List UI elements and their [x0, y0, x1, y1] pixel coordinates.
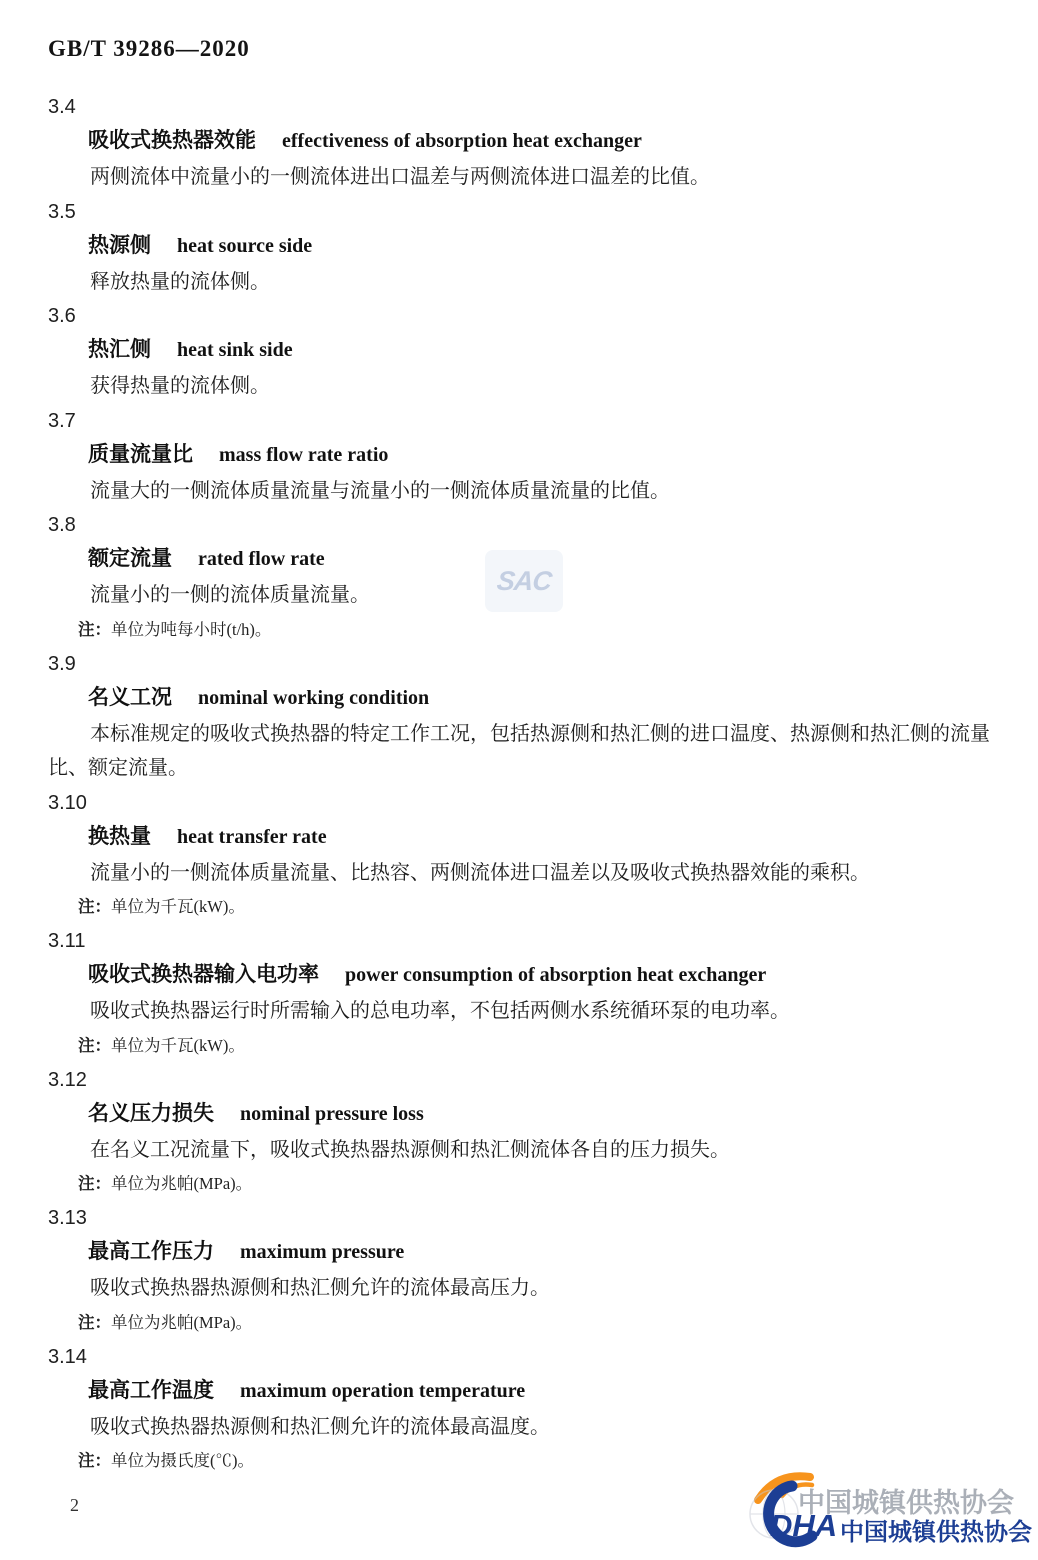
section-number: 3.5	[48, 200, 76, 223]
term-section	[0, 1201, 1038, 1340]
term-section	[0, 647, 1038, 786]
term-line	[88, 681, 1038, 717]
term-line	[88, 124, 1038, 160]
note-text: 单位为吨每小时(t/h)。	[111, 619, 272, 639]
section-number: 3.4	[48, 96, 76, 118]
term-chinese: 热源侧	[88, 233, 151, 257]
section-number: 3.14	[48, 1345, 87, 1368]
term-line	[88, 542, 1038, 578]
term-section	[0, 1063, 1038, 1202]
term-definition: 本标准规定的吸收式换热器的特定工作工况，包括热源侧和热汇侧的进口温度、热源侧和热汇侧的流量比、额定流量。	[48, 722, 990, 779]
note-label: 注：	[78, 898, 111, 916]
term-chinese: 名义工况	[88, 685, 172, 709]
term-section	[0, 508, 1038, 647]
term-english: heat source side	[177, 234, 313, 257]
section-number: 3.10	[48, 791, 87, 814]
term-section	[0, 404, 1038, 509]
term-english: rated flow rate	[198, 548, 325, 570]
term-chinese: 额定流量	[88, 547, 172, 570]
term-english: heat sink side	[177, 339, 293, 361]
term-definition: 吸收式换热器热源侧和热汇侧允许的流体最高压力。	[90, 1277, 550, 1299]
page-number: 2	[70, 1495, 79, 1515]
term-definition: 获得热量的流体侧。	[90, 375, 270, 397]
note-label: 注：	[78, 1175, 111, 1193]
note-text: 单位为千瓦(kW)。	[111, 897, 245, 916]
term-chinese: 换热量	[88, 824, 151, 848]
term-note	[78, 1029, 1038, 1063]
terms-list	[0, 90, 1038, 1478]
term-section	[0, 299, 1038, 404]
term-chinese: 质量流量比	[88, 442, 193, 466]
term-english: nominal working condition	[198, 686, 430, 709]
term-line	[88, 1374, 1038, 1410]
note-text: 单位为兆帕(MPa)。	[111, 1312, 253, 1332]
section-number: 3.12	[48, 1068, 87, 1091]
term-chinese: 名义压力损失	[88, 1101, 214, 1125]
term-definition: 在名义工况流量下，吸收式换热器热源侧和热汇侧流体各自的压力损失。	[90, 1138, 730, 1161]
term-section	[0, 924, 1038, 1063]
logo-text-ghost: 中国城镇供热协会	[798, 1488, 1014, 1518]
sac-watermark-text: SAC	[495, 565, 553, 596]
term-note	[78, 613, 1038, 647]
term-english: effectiveness of absorption heat exchanger	[282, 130, 642, 152]
term-definition: 吸收式换热器运行时所需输入的总电功率，不包括两侧水系统循环泵的电功率。	[90, 1000, 790, 1022]
term-definition: 两侧流体中流量小的一侧流体进出口温差与两侧流体进口温差的比值。	[90, 166, 710, 188]
logo-text: 中国城镇供热协会	[840, 1519, 1032, 1546]
term-chinese: 最高工作压力	[88, 1240, 214, 1263]
term-definition: 释放热量的流体侧。	[90, 270, 270, 293]
term-note	[78, 1306, 1038, 1340]
term-chinese: 吸收式换热器效能	[88, 129, 256, 152]
term-english: power consumption of absorption heat exchanger	[345, 964, 767, 986]
term-chinese: 最高工作温度	[88, 1378, 214, 1402]
term-english: heat transfer rate	[177, 825, 327, 848]
term-definition: 流量大的一侧流体质量流量与流量小的一侧流体质量流量的比值。	[90, 479, 670, 502]
section-number: 3.8	[48, 514, 76, 536]
note-text: 单位为摄氏度(℃)。	[111, 1451, 254, 1470]
logo-acronym: DHA	[770, 1508, 838, 1543]
term-section	[0, 1340, 1038, 1479]
term-section	[0, 786, 1038, 925]
section-number: 3.9	[48, 652, 76, 675]
term-definition: 流量小的一侧的流体质量流量。	[90, 584, 370, 606]
association-logo-graphic	[736, 1470, 1036, 1554]
term-line	[88, 820, 1038, 856]
section-number: 3.11	[48, 930, 86, 952]
note-label: 注：	[78, 1452, 111, 1470]
term-english: maximum pressure	[240, 1241, 405, 1263]
term-line	[88, 958, 1038, 994]
note-label: 注：	[78, 1036, 111, 1055]
term-chinese: 吸收式换热器输入电功率	[88, 963, 319, 986]
term-section	[0, 90, 1038, 195]
section-number: 3.6	[48, 305, 76, 327]
term-line	[88, 438, 1038, 474]
term-line	[88, 1235, 1038, 1271]
term-line	[88, 229, 1038, 265]
note-text: 单位为千瓦(kW)。	[111, 1035, 245, 1055]
term-english: maximum operation temperature	[240, 1379, 526, 1402]
term-english: mass flow rate ratio	[219, 443, 389, 466]
term-note	[78, 890, 1038, 924]
section-number: 3.7	[48, 409, 76, 432]
note-label: 注：	[78, 620, 111, 639]
note-label: 注：	[78, 1313, 111, 1332]
term-definition: 吸收式换热器热源侧和热汇侧允许的流体最高温度。	[90, 1415, 550, 1438]
term-english: nominal pressure loss	[240, 1102, 424, 1125]
term-section	[0, 195, 1038, 300]
association-logo	[736, 1470, 1036, 1554]
doc-number: GB/T 39286—2020	[48, 36, 250, 61]
term-line	[88, 1097, 1038, 1133]
term-line	[88, 333, 1038, 369]
term-chinese: 热汇侧	[88, 338, 151, 361]
section-number: 3.13	[48, 1207, 87, 1229]
term-definition: 流量小的一侧流体质量流量、比热容、两侧流体进口温差以及吸收式换热器效能的乘积。	[90, 861, 870, 884]
term-note	[78, 1167, 1038, 1201]
note-text: 单位为兆帕(MPa)。	[111, 1174, 253, 1193]
